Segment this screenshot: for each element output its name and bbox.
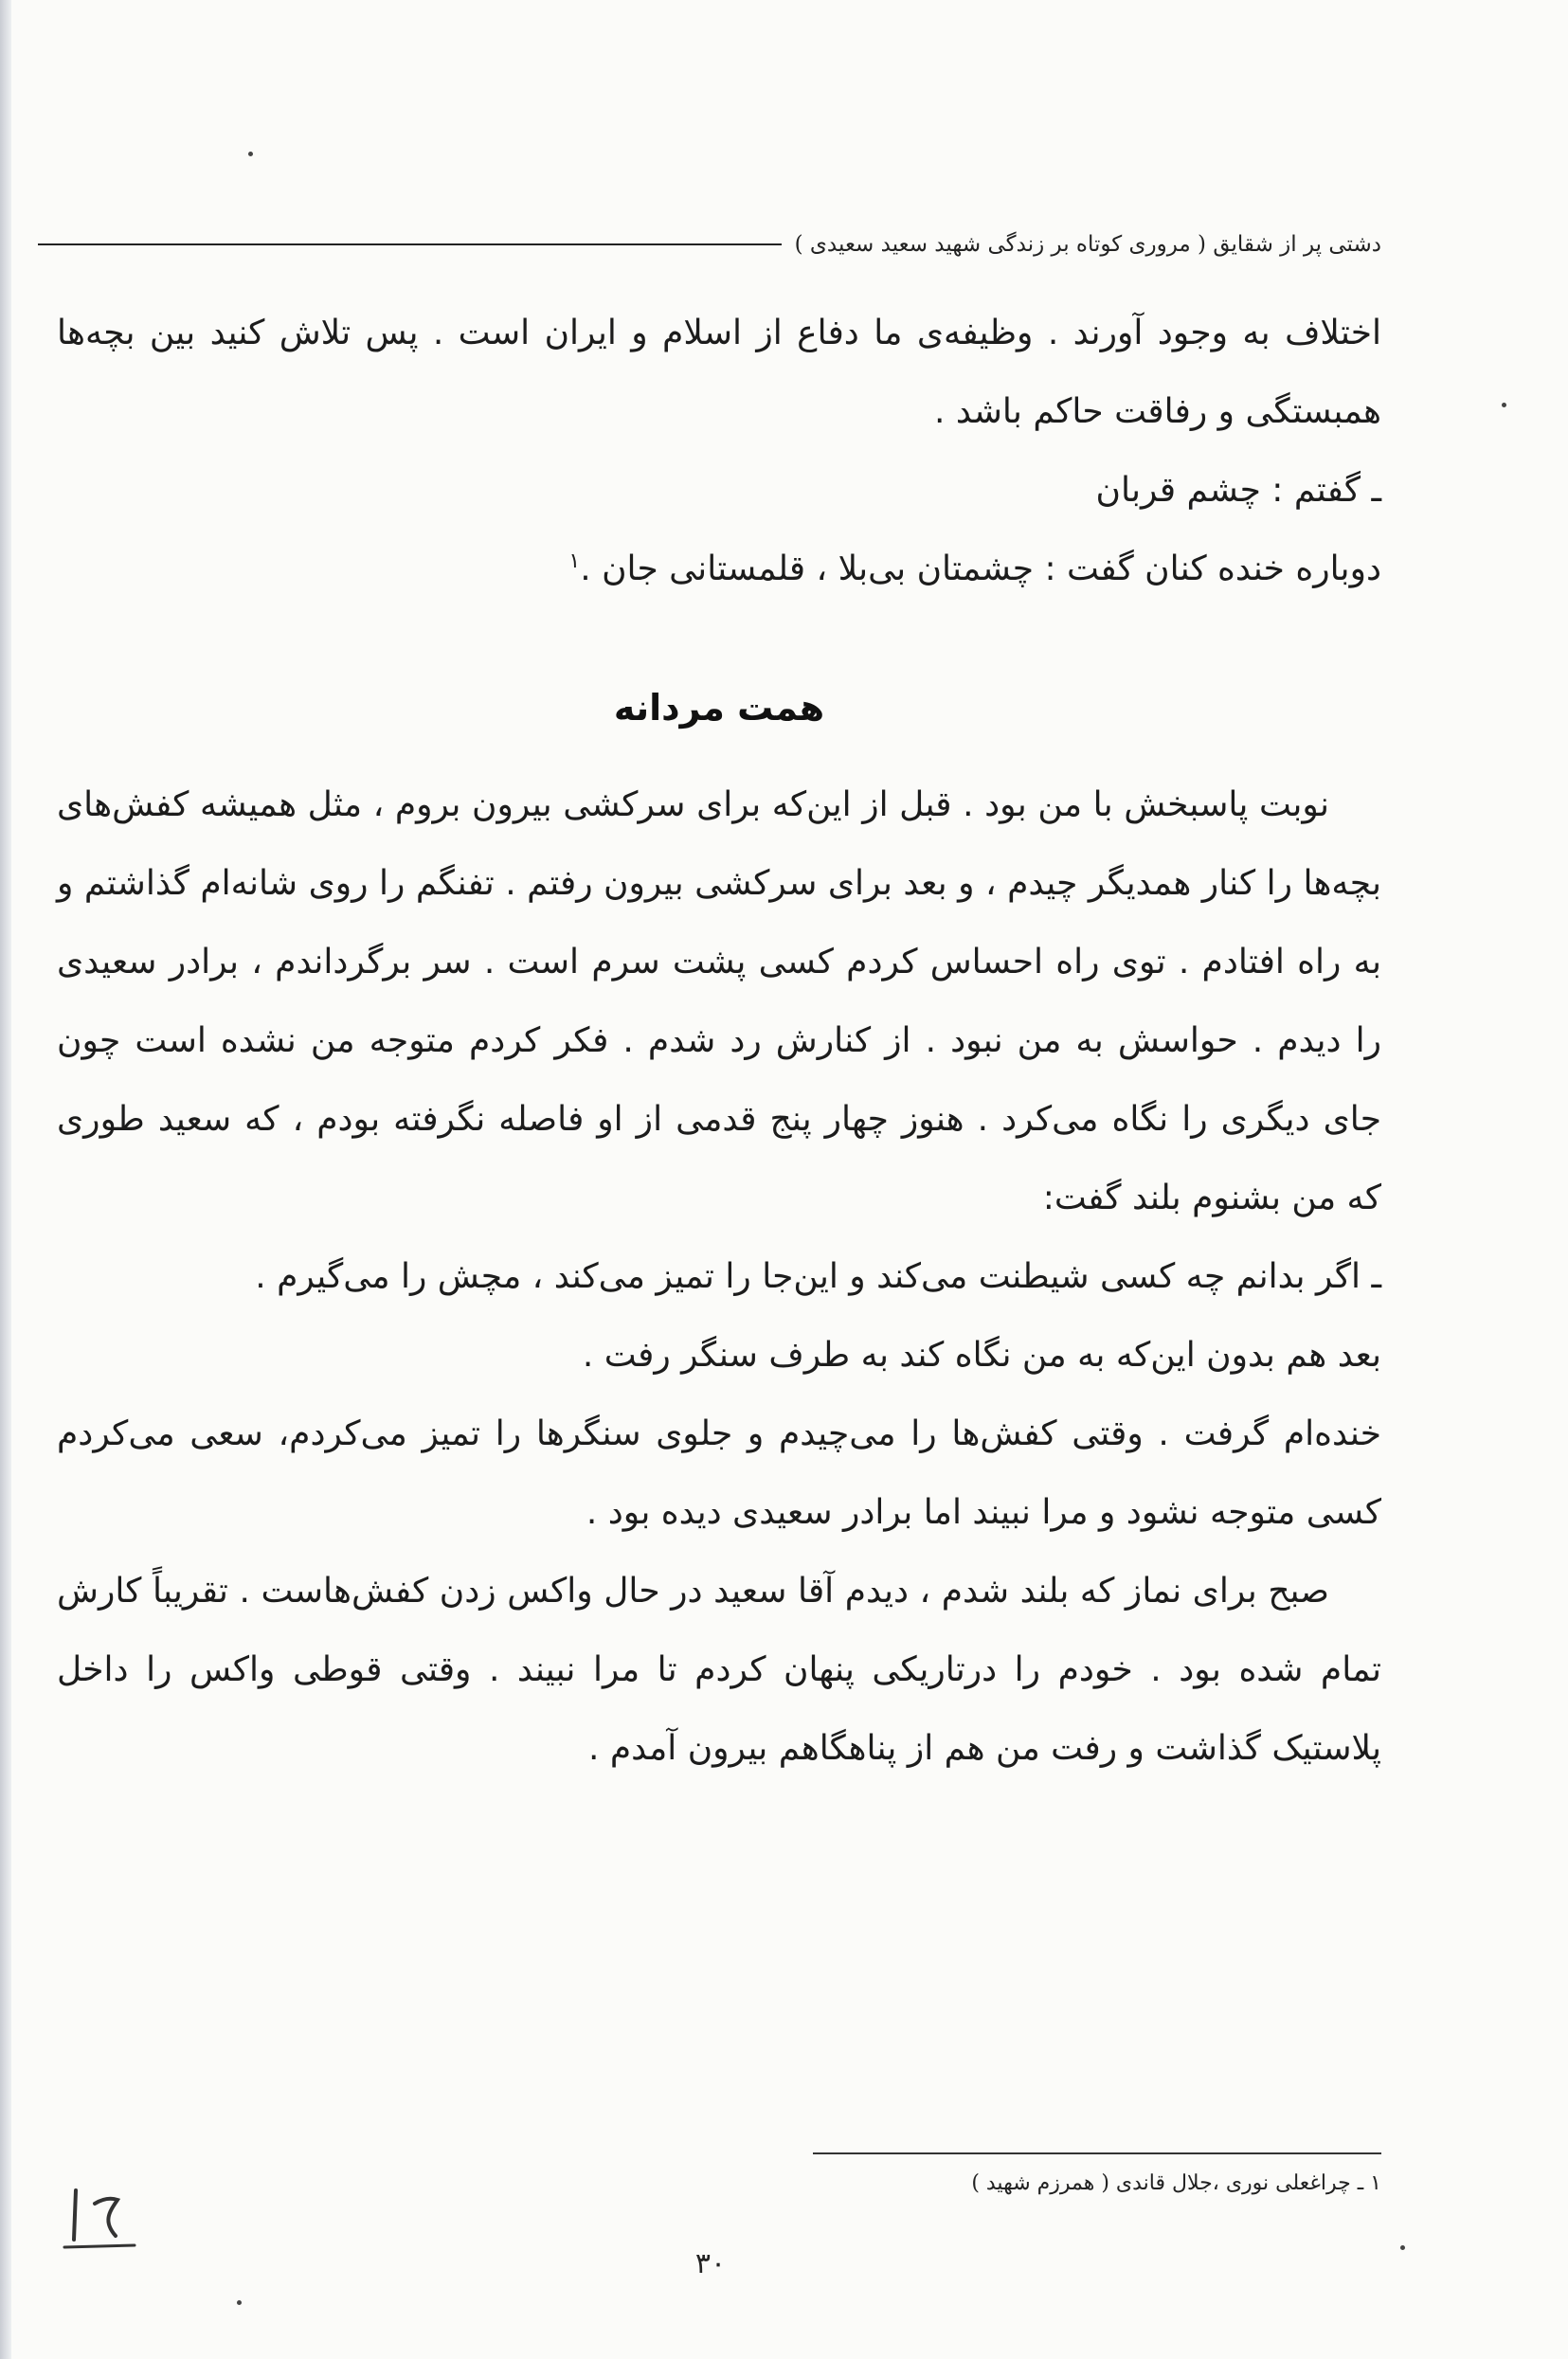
speck [1400, 2245, 1405, 2250]
dialogue-line: ـ اگر بدانم چه کسی شیطنت می‌کند و این‌جا را تمیز می‌کند ، مچش را می‌گیرم . [255, 1257, 1381, 1296]
opening-paragraph: اختلاف به وجود آورند . وظیفه‌ی ما دفاع از اسلام و ایران است . پس تلاش کنید بین بچه‌ها همبستگی و رفاقت حاکم باشد . [57, 314, 1381, 431]
running-header-title: دشتی پر از شقایق ( مروری کوتاه بر زندگی شهید سعید سعیدی ) [794, 232, 1381, 257]
footnote: ۱ ـ چراغعلی نوری ،جلال قاندی ( همرزم شهید ) [971, 2171, 1381, 2195]
page-number: ۳۰ [694, 2247, 727, 2280]
footnote-divider [813, 2152, 1381, 2154]
speck [237, 2300, 242, 2305]
story-paragraph: خنده‌ام گرفت . وقتی کفش‌ها را می‌چیدم و جلوی سنگرها را تمیز می‌کردم، سعی می‌کردم کسی متوجه نشود و مرا نبیند اما برادر سعیدی دیده بود . [57, 1414, 1381, 1532]
running-header [38, 225, 1381, 263]
story-text-block [57, 765, 1381, 1788]
section-heading: همت مردانه [613, 687, 825, 729]
speck [248, 152, 253, 156]
story-paragraph: صبح برای نماز که بلند شدم ، دیدم آقا سعید در حال واکس زدن کفش‌هاست . تقریباً کارش تمام شده بود . خودم را درتاریکی پنهان کردم تا مرا نبیند . وقتی قوطی واکس را داخل پلاستیک گذاشت و رفت من هم از پناهگاهم بیرون آمدم . [57, 1572, 1381, 1768]
story-paragraph: بعد هم بدون این‌که به من نگاه کند به طرف سنگر رفت . [582, 1336, 1381, 1375]
handwritten-page-number [59, 2179, 144, 2255]
closing-line-text: دوباره خنده کنان گفت : چشمتان بی‌بلا ، قلمستانی جان . [580, 549, 1381, 588]
speck [1502, 403, 1506, 407]
closing-line [57, 530, 1381, 608]
footnote-reference: ۱ [568, 549, 581, 573]
story-paragraph: نوبت پاسبخش با من بود . قبل از این‌که برای سرکشی بیرون بروم ، مثل همیشه کفش‌های بچه‌ها را کنار همدیگر چیدم ، و بعد برای سرکشی بیرون رفتم . تفنگم را روی شانه‌ام گذاشتم و به راه افتادم . توی راه احساس کردم کسی پشت سرم است . سر برگرداندم ، برادر سعیدی را دیدم . حواسش به من نبود . از کنارش رد شدم . فکر کردم متوجه من نشده است چون جای دیگری را نگاه می‌کرد . هنوز چهار پنج قدمی از او فاصله نگرفته بودم ، که سعید طوری که من بشنوم بلند گفت: [57, 785, 1381, 1217]
running-header-rule [38, 243, 782, 245]
page-edge-shadow [0, 0, 11, 2359]
reply-line: ـ گفتم : چشم قربان [1095, 471, 1381, 510]
opening-text-block [57, 294, 1381, 608]
